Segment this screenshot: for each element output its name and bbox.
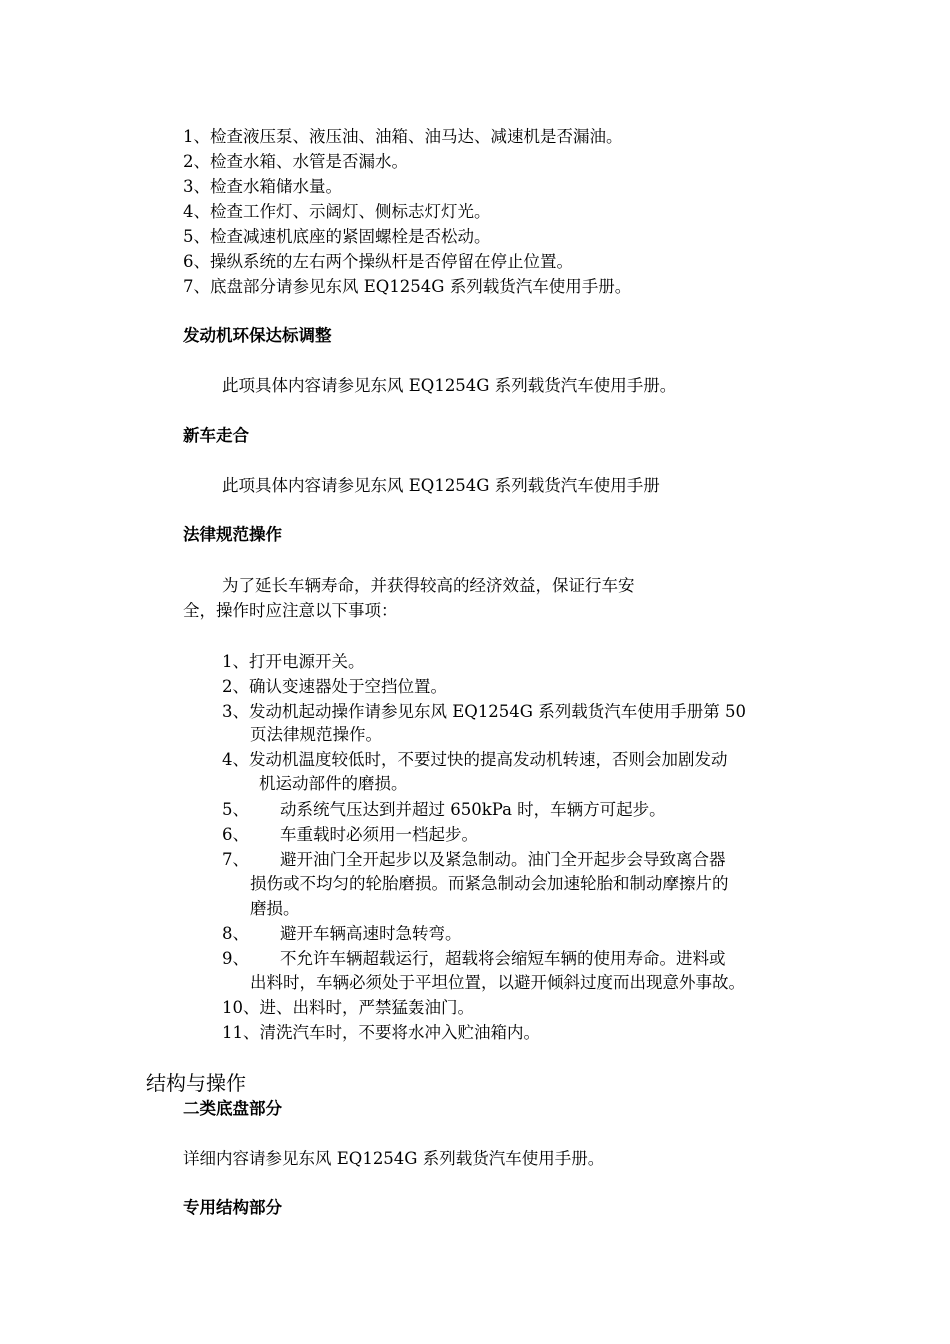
section-heading-engine: 发动机环保达标调整	[183, 326, 332, 345]
list-item: 1、打开电源开关。	[222, 652, 365, 671]
list-item: 避开油门全开起步以及紧急制动。油门全开起步会导致离合器	[280, 850, 726, 869]
list-item-continuation: 出料时，车辆必须处于平坦位置，以避开倾斜过度而出现意外事故。	[250, 973, 745, 992]
section-heading-breakin: 新车走合	[183, 426, 249, 445]
list-item: 3、发动机起动操作请参见东风 EQ1254G 系列载货汽车使用手册第 50	[222, 702, 746, 721]
section-text-breakin: 此项具体内容请参见东风 EQ1254G 系列载货汽车使用手册	[222, 476, 660, 495]
list-item: 不允许车辆超载运行，超载将会缩短车辆的使用寿命。进料或	[280, 949, 726, 968]
legal-intro: 为了延长车辆寿命，并获得较高的经济效益，保证行车安	[222, 576, 635, 595]
list-item: 避开车辆高速时急转弯。	[280, 924, 462, 943]
list-item: 2、确认变速器处于空挡位置。	[222, 677, 447, 696]
check-item: 7、底盘部分请参见东风 EQ1254G 系列载货汽车使用手册。	[183, 277, 632, 296]
section-text-chassis: 详细内容请参见东风 EQ1254G 系列载货汽车使用手册。	[183, 1149, 605, 1168]
section-heading-legal: 法律规范操作	[183, 525, 282, 544]
list-item: 车重载时必须用一档起步。	[280, 825, 478, 844]
list-item-number: 5、	[222, 800, 249, 819]
section-text-engine: 此项具体内容请参见东风 EQ1254G 系列载货汽车使用手册。	[222, 376, 677, 395]
list-item-number: 7、	[222, 850, 249, 869]
check-item: 2、检查水箱、水管是否漏水。	[183, 152, 408, 171]
list-item-continuation: 机运动部件的磨损。	[259, 774, 408, 793]
check-item: 4、检查工作灯、示阔灯、侧标志灯灯光。	[183, 202, 491, 221]
list-item-number: 9、	[222, 949, 249, 968]
list-item: 11、清洗汽车时，不要将水冲入贮油箱内。	[222, 1023, 540, 1042]
list-item: 10、进、出料时，严禁猛轰油门。	[222, 998, 474, 1017]
check-item: 6、操纵系统的左右两个操纵杆是否停留在停止位置。	[183, 252, 573, 271]
check-item: 1、检查液压泵、液压油、油箱、油马达、减速机是否漏油。	[183, 127, 623, 146]
check-item: 5、检查减速机底座的紧固螺栓是否松动。	[183, 227, 491, 246]
list-item: 4、发动机温度较低时，不要过快的提高发动机转速，否则会加剧发动	[222, 750, 728, 769]
list-item-number: 6、	[222, 825, 249, 844]
section-heading-special: 专用结构部分	[183, 1198, 282, 1217]
list-item-continuation: 磨损。	[250, 899, 300, 918]
check-item: 3、检查水箱储水量。	[183, 177, 342, 196]
list-item-continuation: 页法律规范操作。	[250, 725, 382, 744]
list-item: 动系统气压达到并超过 650kPa 时，车辆方可起步。	[280, 800, 666, 819]
chapter-heading-structure: 结构与操作	[146, 1071, 246, 1095]
legal-intro: 全，操作时应注意以下事项：	[183, 601, 398, 620]
list-item-number: 8、	[222, 924, 249, 943]
section-heading-chassis: 二类底盘部分	[183, 1099, 282, 1118]
list-item-continuation: 损伤或不均匀的轮胎磨损。而紧急制动会加速轮胎和制动摩擦片的	[250, 874, 729, 893]
